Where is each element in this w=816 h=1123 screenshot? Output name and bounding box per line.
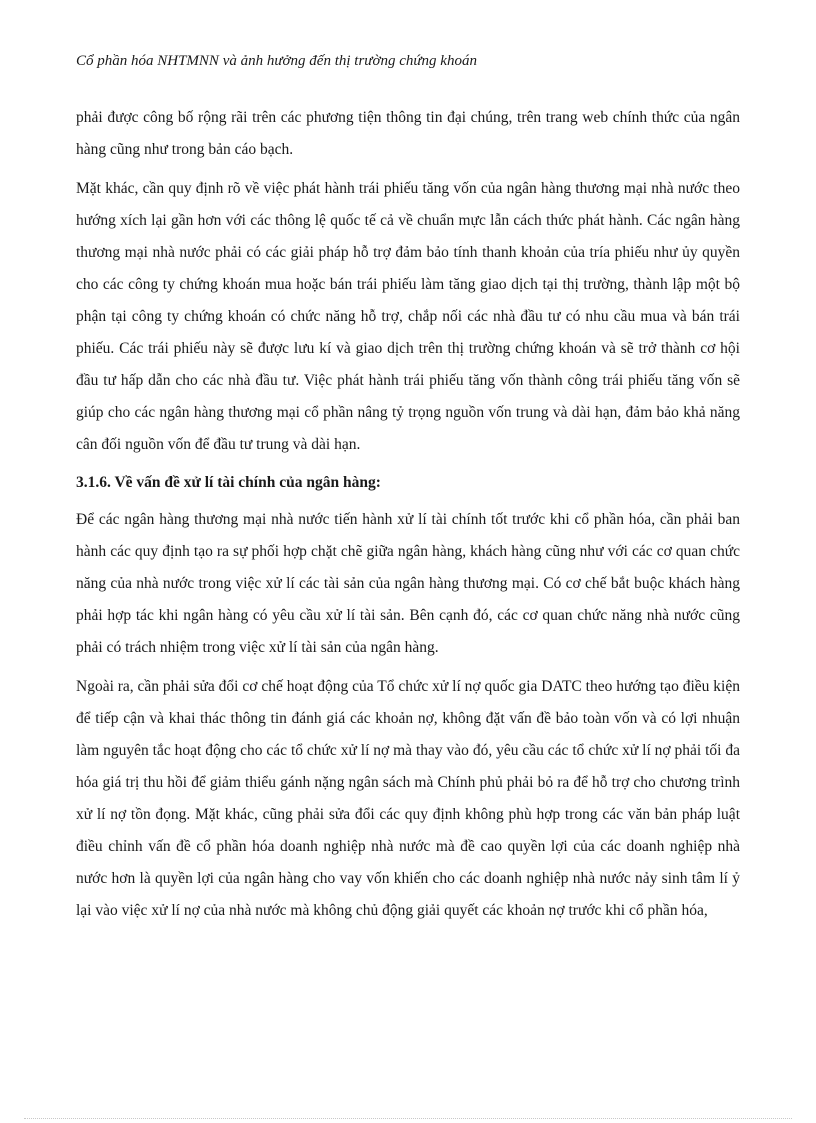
paragraph-datc-reform: Ngoài ra, cần phải sửa đổi cơ chế hoạt động của Tổ chức xử lí nợ quốc gia DATC theo hướng tạo điều kiện để tiếp cận và khai thác thông tin đánh giá các khoản nợ, không đặt vấn đề bảo toàn vốn và có lợi nhuận làm nguyên tắc hoạt động cho các tổ chức xử lí nợ mà thay vào đó, yêu cầu các tổ chức xử lí nợ phải tối đa hóa giá trị thu hồi để giảm thiểu gánh nặng ngân sách mà Chính phủ phải bỏ ra để hỗ trợ cho chương trình xử lí nợ tồn đọng. Mặt khác, cũng phải sửa đổi các quy định không phù hợp trong các văn bản pháp luật điều chỉnh vấn đề cổ phần hóa doanh nghiệp nhà nước mà đề cao quyền lợi của các doanh nghiệp nhà nước hơn là quyền lợi của ngân hàng cho vay vốn khiến cho các doanh nghiệp nhà nước nảy sinh tâm lí ỷ lại vào việc xử lí nợ của nhà nước mà không chủ động giải quyết các khoản nợ trước khi cổ phần hóa, <box>76 678 740 919</box>
paragraph-bond-issuance: Mặt khác, cần quy định rõ về việc phát hành trái phiếu tăng vốn của ngân hàng thương mại nhà nước theo hướng xích lại gần hơn với các thông lệ quốc tế cả về chuẩn mực lẫn cách thức phát hành. Các ngân hàng thương mại nhà nước phải có các giải pháp hỗ trợ đảm bảo tính thanh khoản của tría phiếu như ủy quyền cho các công ty chứng khoán mua hoặc bán trái phiếu làm tăng giao dịch tại thị trường, thành lập một bộ phận tại công ty chứng khoán có chức năng hỗ trợ, chắp nối các nhà đầu tư có nhu cầu mua và bán trái phiếu. Các trái phiếu này sẽ được lưu kí và giao dịch trên thị trường chứng khoán và sẽ trở thành cơ hội đầu tư hấp dẫn cho các nhà đầu tư. Việc phát hành trái phiếu tăng vốn thành công trái phiếu tăng vốn sẽ giúp cho các ngân hàng thương mại cổ phần nâng tỷ trọng nguồn vốn trung và dài hạn, đảm bảo khả năng cân đối nguồn vốn để đầu tư trung và dài hạn. <box>76 180 740 453</box>
running-header: Cổ phần hóa NHTMNN và ảnh hưởng đến thị trường chứng khoán <box>76 53 477 69</box>
paragraph-continuation: phải được công bố rộng rãi trên các phương tiện thông tin đại chúng, trên trang web chính thức của ngân hàng cũng như trong bản cáo bạch. <box>76 109 740 158</box>
page-bottom-divider <box>24 1118 792 1119</box>
section-heading: 3.1.6. Về vấn đề xử lí tài chính của ngân hàng: <box>76 474 381 491</box>
paragraph-financial-handling: Để các ngân hàng thương mại nhà nước tiến hành xử lí tài chính tốt trước khi cổ phần hóa, cần phải ban hành các quy định tạo ra sự phối hợp chặt chẽ giữa ngân hàng, khách hàng cũng như với các cơ quan chức năng của nhà nước trong việc xử lí các tài sản của ngân hàng thương mại. Có cơ chế bắt buộc khách hàng phải hợp tác khi ngân hàng có yêu cầu xử lí tài sản. Bên cạnh đó, các cơ quan chức năng nhà nước cũng phải có trách nhiệm trong việc xử lí tài sản của ngân hàng. <box>76 511 740 656</box>
body-text <box>76 102 740 934</box>
